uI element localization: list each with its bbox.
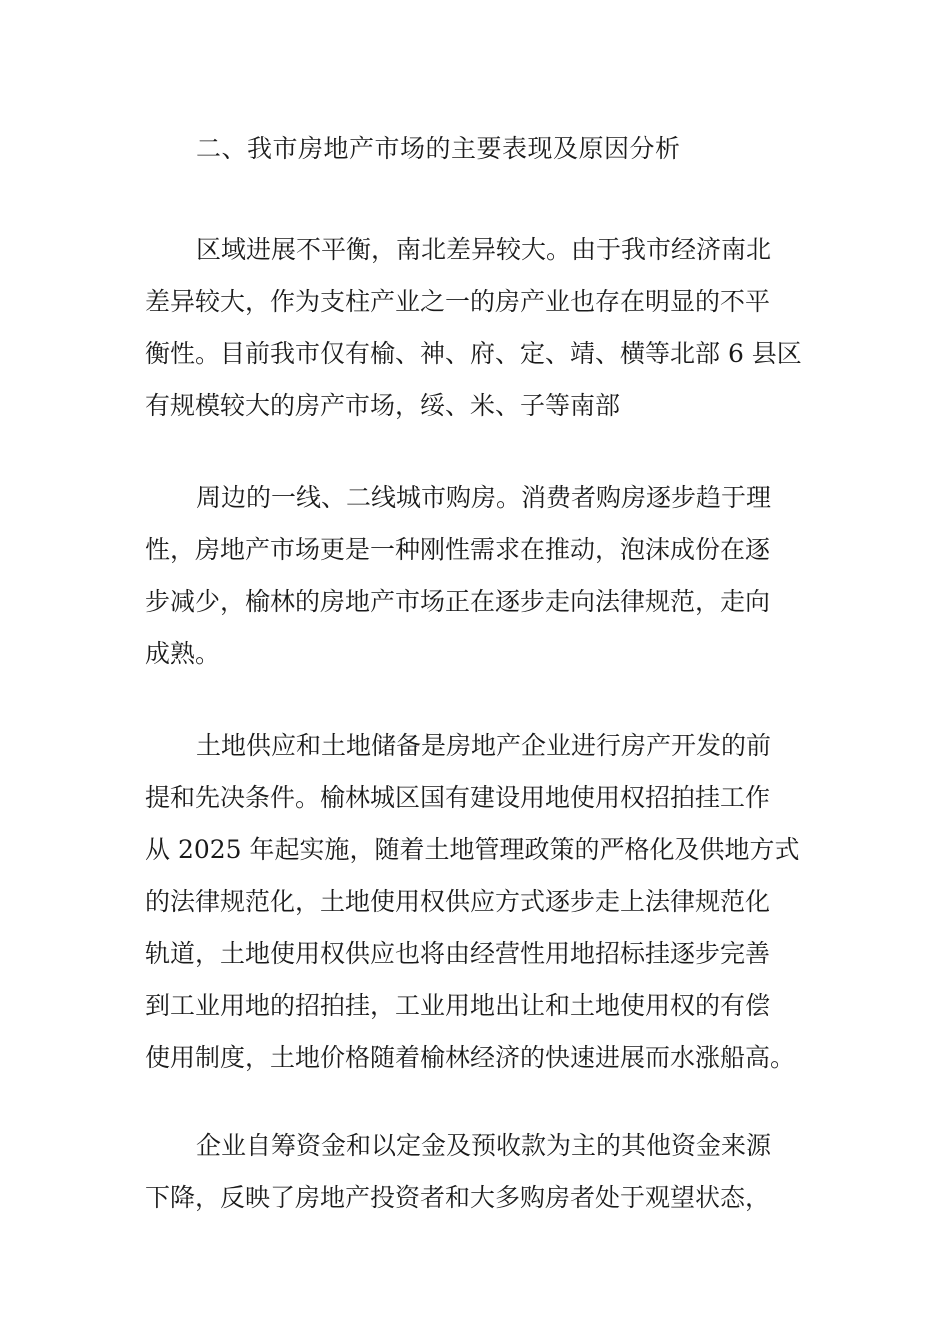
paragraph-rational-buyers [145, 472, 810, 680]
paragraph-line: 周边的一线、二线城市购房。消费者购房逐步趋于理 [196, 483, 772, 512]
section-heading: 二、我市房地产市场的主要表现及原因分析 [196, 134, 681, 163]
paragraph-line: 区域进展不平衡，南北差异较大。由于我市经济南北 [196, 235, 772, 264]
paragraph-line: 轨道，土地使用权供应也将由经营性用地招标挂逐步完善 [145, 939, 771, 968]
paragraph-line: 性，房地产市场更是一种刚性需求在推动，泡沫成份在逐 [145, 535, 771, 564]
paragraph-funding-decline [145, 1120, 810, 1224]
paragraph-line: 使用制度，土地价格随着榆林经济的快速进展而水涨船高。 [145, 1043, 796, 1072]
paragraph-line: 土地供应和土地储备是房地产企业进行房产开发的前 [196, 731, 772, 760]
paragraph-line: 从 2025 年起实施，随着土地管理政策的严格化及供地方式 [145, 835, 800, 864]
paragraph-line: 有规模较大的房产市场，绥、米、子等南部 [145, 391, 621, 420]
paragraph-line: 步减少，榆林的房地产市场正在逐步走向法律规范，走向 [145, 587, 771, 616]
paragraph-line: 提和先决条件。榆林城区国有建设用地使用权招拍挂工作 [145, 783, 771, 812]
paragraph-line: 下降，反映了房地产投资者和大多购房者处于观望状态， [145, 1183, 771, 1212]
paragraph-regional-imbalance [145, 224, 810, 432]
paragraph-line: 差异较大，作为支柱产业之一的房产业也存在明显的不平 [145, 287, 771, 316]
paragraph-line: 的法律规范化，土地使用权供应方式逐步走上法律规范化 [145, 887, 771, 916]
paragraph-line: 成熟。 [145, 639, 221, 668]
paragraph-line: 到工业用地的招拍挂，工业用地出让和土地使用权的有偿 [145, 991, 771, 1020]
paragraph-land-supply [145, 720, 810, 1084]
paragraph-line: 企业自筹资金和以定金及预收款为主的其他资金来源 [196, 1131, 772, 1160]
paragraph-line: 衡性。目前我市仅有榆、神、府、定、靖、横等北部 6 县区 [145, 339, 802, 368]
